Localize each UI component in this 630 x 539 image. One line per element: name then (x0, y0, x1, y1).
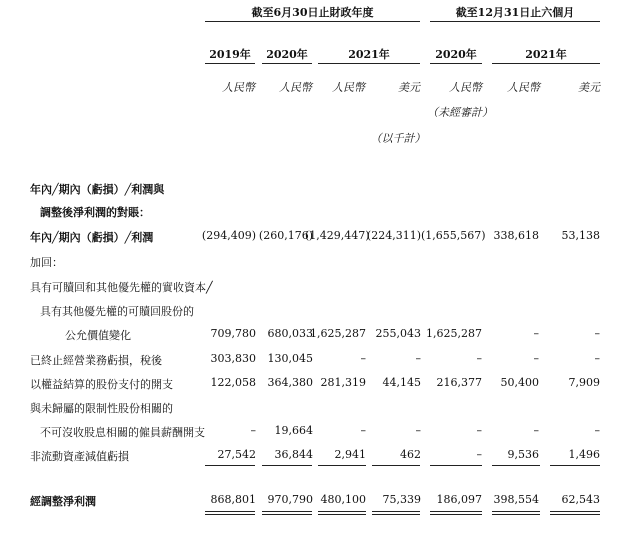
table-cell: 1,496 (568, 448, 600, 461)
total-cell: 398,554 (493, 493, 539, 506)
total-double-rule (205, 511, 255, 512)
row-label: 非流動資產減值虧損 (30, 450, 129, 463)
total-double-rule (318, 511, 366, 512)
table-cell: – (476, 448, 482, 461)
table-cell: 122,058 (210, 376, 256, 389)
header-year-2020-six-months: 2020年 (435, 48, 477, 61)
total-double-rule (262, 511, 312, 512)
table-cell: (294,409) (201, 229, 256, 242)
header-year-2020: 2020年 (266, 48, 308, 61)
table-cell: 216,377 (436, 376, 482, 389)
header-year-rule (262, 63, 312, 64)
total-double-rule (492, 511, 540, 512)
total-cell: 868,801 (210, 493, 256, 506)
total-double-rule (492, 514, 540, 515)
row-label: 具有可贖回和其他優先權的實收資本╱ (30, 281, 213, 294)
table-cell: 2,941 (334, 448, 366, 461)
table-cell: – (533, 424, 539, 437)
row-label: 已終止經營業務虧損，稅後 (30, 354, 162, 367)
row-label: 不可沒收股息相關的僱員薪酬開支 (40, 426, 205, 439)
header-currency: 人民幣 (332, 81, 365, 94)
subtotal-rule (430, 465, 482, 466)
table-cell: 27,542 (217, 448, 256, 461)
header-year-2021-six-months: 2021年 (525, 48, 567, 61)
header-currency: 人民幣 (222, 81, 255, 94)
header-group-fiscal-year-rule (205, 21, 420, 22)
header-year-rule (205, 63, 255, 64)
total-double-rule (550, 511, 600, 512)
table-cell: – (533, 327, 539, 340)
table-cell: – (415, 352, 421, 365)
table-cell: 281,319 (320, 376, 366, 389)
row-label: 與未歸屬的限制性股份相關的 (30, 402, 173, 415)
subtotal-rule (205, 465, 255, 466)
subtotal-rule (492, 465, 540, 466)
table-cell: – (415, 424, 421, 437)
total-double-rule (205, 514, 255, 515)
table-cell: 7,909 (568, 376, 600, 389)
table-cell: 364,380 (267, 376, 313, 389)
unaudited-note: （未經審計） (427, 106, 493, 119)
header-year-rule (430, 63, 482, 64)
header-group-fiscal-year: 截至6月30日止財政年度 (251, 6, 374, 19)
table-cell: – (476, 424, 482, 437)
thousands-note: （以千計） (370, 132, 426, 145)
row-label: 調整後淨利潤的對賬： (40, 206, 150, 219)
table-cell: (224,311) (366, 229, 421, 242)
table-cell: 1,625,287 (310, 327, 366, 340)
header-year-2019: 2019年 (209, 48, 251, 61)
table-cell: – (533, 352, 539, 365)
header-currency: 人民幣 (279, 81, 312, 94)
row-label: 年內╱期內（虧損）╱利潤 (30, 231, 154, 244)
row-label: 公允價值變化 (65, 329, 131, 342)
total-cell: 186,097 (436, 493, 482, 506)
header-year-rule (318, 63, 420, 64)
row-label: 加回： (30, 256, 63, 269)
table-cell: (1,429,447) (305, 229, 370, 242)
table-cell: 130,045 (267, 352, 313, 365)
total-double-rule (430, 514, 482, 515)
table-cell: (1,655,567) (421, 229, 486, 242)
subtotal-rule (550, 465, 600, 466)
table-cell: 255,043 (375, 327, 421, 340)
table-cell: 44,145 (382, 376, 421, 389)
table-cell: 9,536 (507, 448, 539, 461)
subtotal-rule (262, 465, 312, 466)
total-cell: 75,339 (382, 493, 421, 506)
table-cell: – (594, 424, 600, 437)
table-cell: 680,033 (267, 327, 313, 340)
table-cell: 1,625,287 (426, 327, 482, 340)
table-cell: 19,664 (274, 424, 313, 437)
table-cell: – (360, 352, 366, 365)
row-label: 以權益結算的股份支付的開支 (30, 378, 173, 391)
subtotal-rule (372, 465, 420, 466)
table-cell: – (476, 352, 482, 365)
total-double-rule (372, 514, 420, 515)
table-cell: – (360, 424, 366, 437)
subtotal-rule (318, 465, 366, 466)
total-cell: 480,100 (320, 493, 366, 506)
total-double-rule (372, 511, 420, 512)
header-year-rule (492, 63, 600, 64)
header-group-six-months-rule (430, 21, 600, 22)
header-currency: 美元 (398, 81, 420, 94)
header-currency: 美元 (578, 81, 600, 94)
total-cell: 62,543 (561, 493, 600, 506)
table-cell: – (594, 352, 600, 365)
header-currency: 人民幣 (449, 81, 482, 94)
header-year-2021: 2021年 (348, 48, 390, 61)
table-cell: 709,780 (210, 327, 256, 340)
total-double-rule (318, 514, 366, 515)
table-cell: 53,138 (561, 229, 600, 242)
table-cell: – (250, 424, 256, 437)
table-cell: – (594, 327, 600, 340)
total-double-rule (430, 511, 482, 512)
total-double-rule (550, 514, 600, 515)
header-currency: 人民幣 (507, 81, 540, 94)
total-double-rule (262, 514, 312, 515)
table-cell: 36,844 (274, 448, 313, 461)
table-cell: 50,400 (500, 376, 539, 389)
table-cell: 338,618 (493, 229, 539, 242)
table-cell: 462 (400, 448, 421, 461)
total-cell: 970,790 (267, 493, 313, 506)
row-label: 年內╱期內（虧損）╱利潤與 (30, 183, 165, 196)
table-cell: 303,830 (210, 352, 256, 365)
table-cell: (260,176) (258, 229, 313, 242)
total-label: 經調整淨利潤 (30, 495, 96, 508)
row-label: 具有其他優先權的可贖回股份的 (40, 305, 194, 318)
header-group-six-months: 截至12月31日止六個月 (455, 6, 575, 19)
